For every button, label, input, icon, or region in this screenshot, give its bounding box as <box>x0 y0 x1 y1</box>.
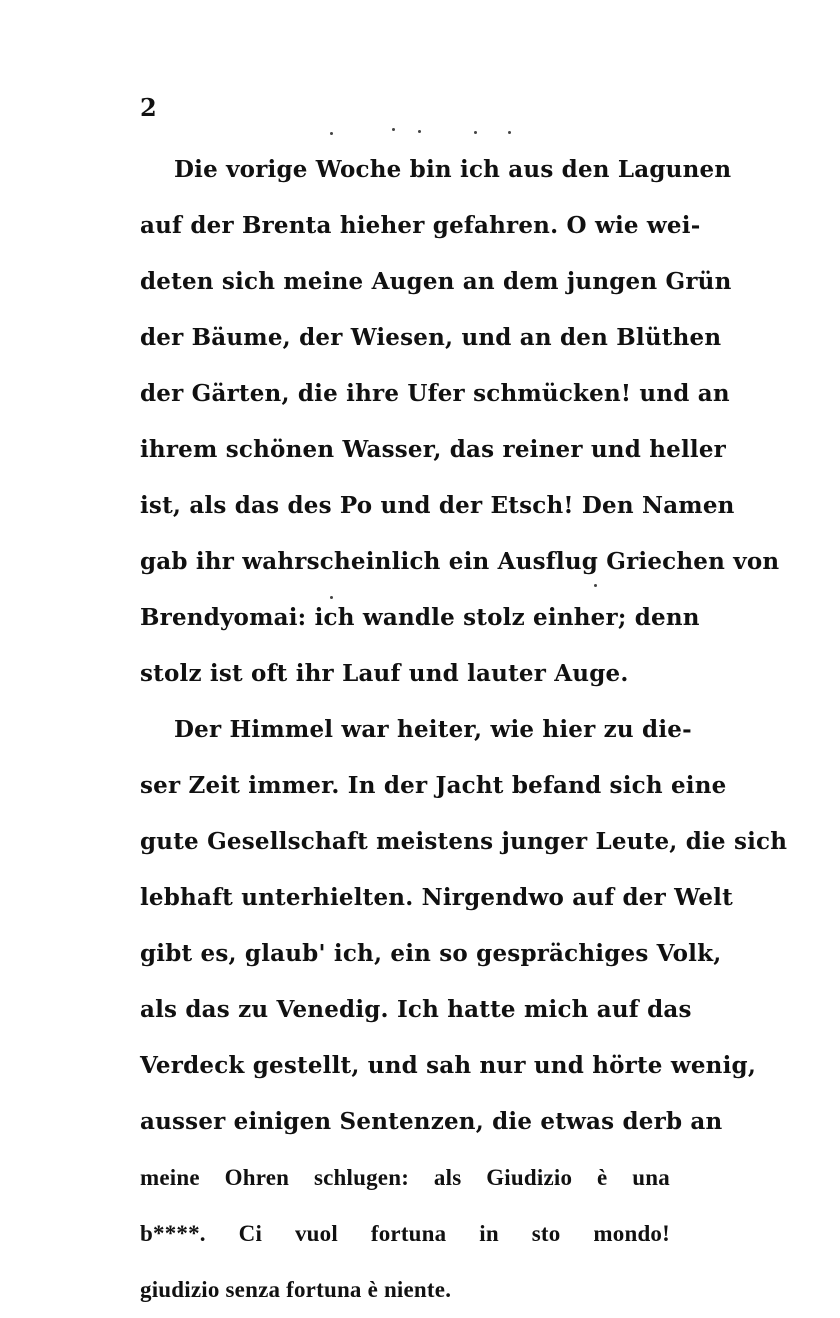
text-line: meine Ohren schlugen: als Giudizio è una <box>140 1165 670 1190</box>
text-line: gibt es, glaub' ich, ein so gesprächiges Volk, <box>140 940 722 967</box>
text-line: stolz ist oft ihr Lauf und lauter Auge. <box>140 660 629 687</box>
text-line: Verdeck gestellt, und sah nur und hörte wenig, <box>140 1052 757 1079</box>
text-block <box>140 142 788 1318</box>
paragraph-1 <box>140 142 780 702</box>
paper-speck <box>474 131 477 134</box>
text-line: gute Gesellschaft meistens junger Leute, die sich <box>140 828 788 855</box>
paper-speck <box>392 128 395 131</box>
text-line: Der Himmel war heiter, wie hier zu die- <box>174 716 692 743</box>
page-number: 2 <box>140 93 157 122</box>
text-line: b****. Ci vuol fortuna in sto mondo! <box>140 1221 670 1246</box>
text-line: ausser einigen Sentenzen, die etwas derb an <box>140 1108 723 1135</box>
text-line: der Gärten, die ihre Ufer schmücken! und an <box>140 380 730 407</box>
paper-speck <box>330 596 333 599</box>
text-line: deten sich meine Augen an dem jungen Grün <box>140 268 732 295</box>
text-line: gab ihr wahrscheinlich ein Ausflug Griechen von <box>140 548 780 575</box>
text-line: lebhaft unterhielten. Nirgendwo auf der Welt <box>140 884 733 911</box>
text-line: ist, als das des Po und der Etsch! Den Namen <box>140 492 735 519</box>
text-line: auf der Brenta hieher gefahren. O wie wei- <box>140 212 701 239</box>
paragraph-2 <box>140 702 788 1318</box>
text-line: der Bäume, der Wiesen, und an den Blüthen <box>140 324 722 351</box>
text-line: Brendyomai: ich wandle stolz einher; denn <box>140 604 700 631</box>
paper-speck <box>418 130 421 133</box>
paper-speck <box>594 584 597 587</box>
text-line: Die vorige Woche bin ich aus den Lagunen <box>174 156 732 183</box>
text-line: ihrem schönen Wasser, das reiner und heller <box>140 436 727 463</box>
paper-speck <box>508 131 511 134</box>
text-line: ser Zeit immer. In der Jacht befand sich eine <box>140 772 727 799</box>
text-line: als das zu Venedig. Ich hatte mich auf das <box>140 996 692 1023</box>
text-line: giudizio senza fortuna è niente. <box>140 1277 452 1302</box>
paper-speck <box>330 132 333 135</box>
